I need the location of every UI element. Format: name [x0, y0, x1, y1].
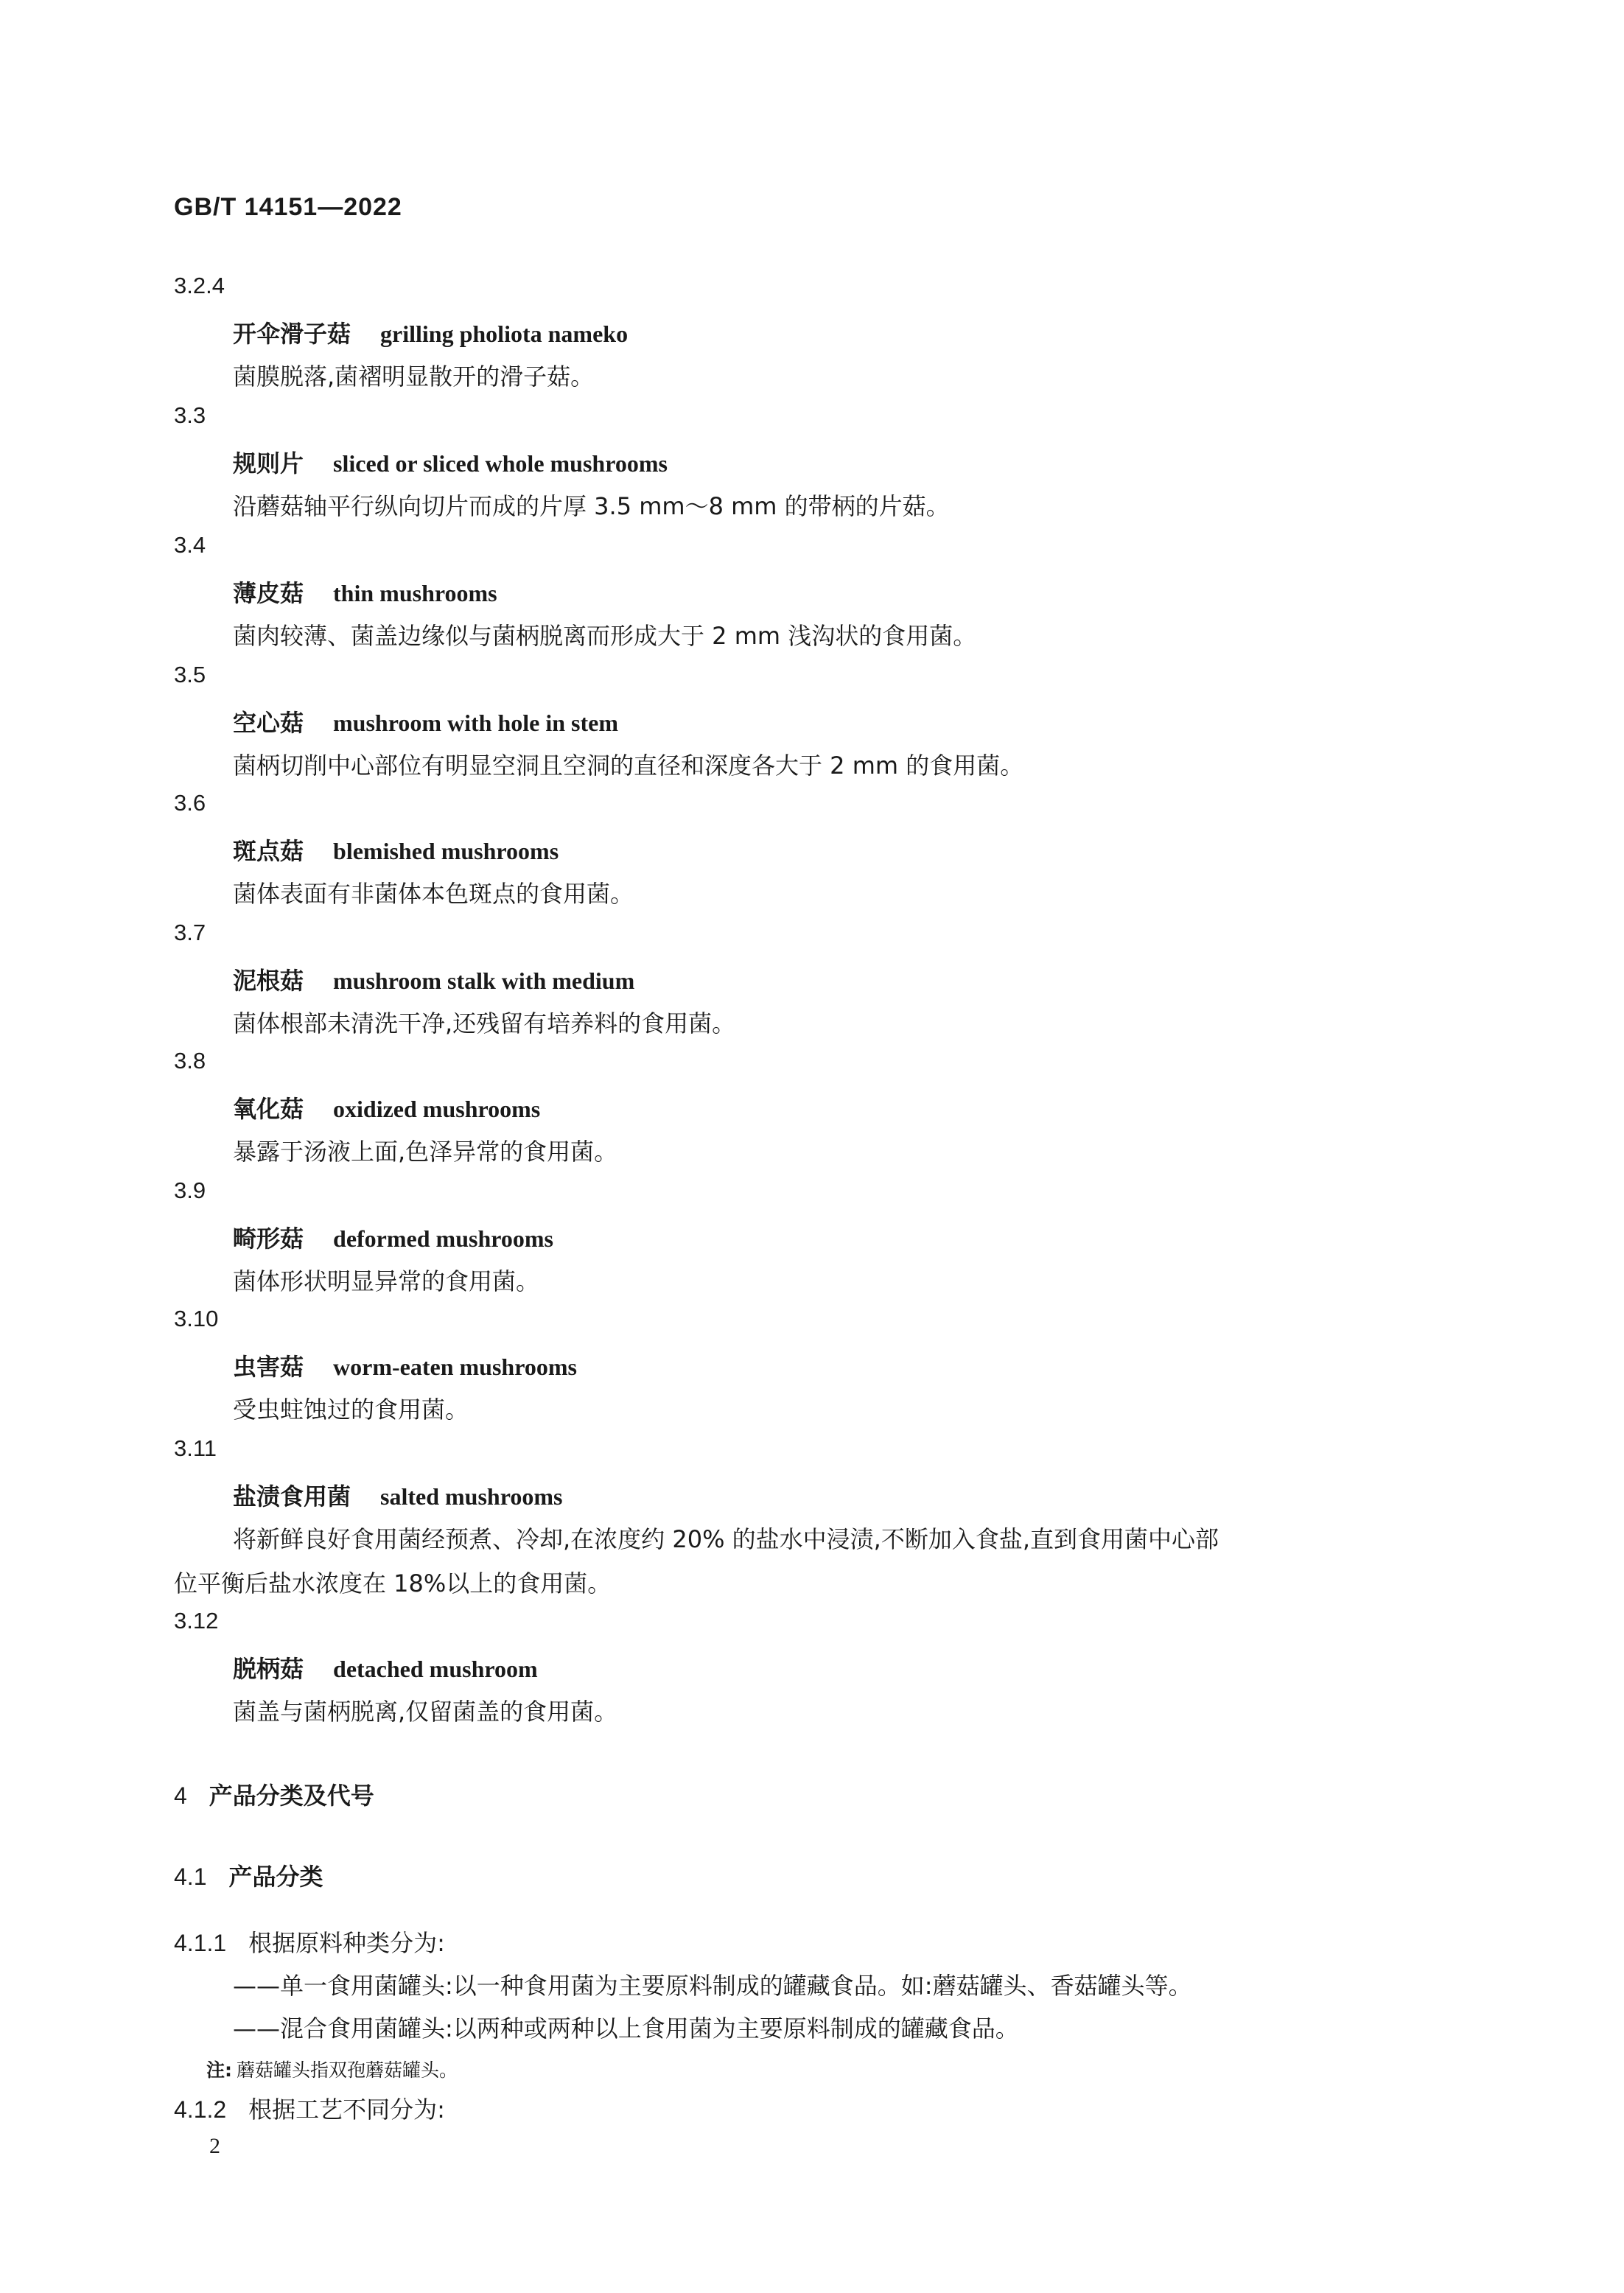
note: [206, 2056, 458, 2082]
term-number: 3.10: [174, 1306, 219, 1331]
term-title: [233, 962, 634, 996]
term-title: [233, 1220, 553, 1254]
term-title: [233, 445, 668, 479]
term-number: 3.4: [174, 532, 206, 558]
term-definition: 暴露于汤液上面,色泽异常的食用菌。: [233, 1138, 618, 1166]
term-definition: 菌盖与菌柄脱离,仅留菌盖的食用菌。: [233, 1698, 618, 1726]
term-title: [233, 1478, 562, 1512]
term-zh: 规则片: [233, 449, 304, 477]
term-number: 3.3: [174, 402, 206, 428]
term-number: 3.6: [174, 790, 206, 816]
term-zh: 薄皮菇: [233, 579, 304, 607]
clause-text: 根据工艺不同分为:: [248, 2096, 445, 2124]
term-title: [233, 704, 618, 738]
term-en: salted mushrooms: [380, 1483, 563, 1510]
term-definition: 菌膜脱落,菌褶明显散开的滑子菇。: [233, 363, 595, 391]
term-number: 3.8: [174, 1048, 206, 1074]
section-title: 产品分类及代号: [209, 1782, 374, 1810]
term-number: 3.9: [174, 1177, 206, 1203]
term-number: 3.11: [174, 1435, 217, 1461]
term-zh: 盐渍食用菌: [233, 1482, 351, 1510]
term-title: [233, 575, 497, 609]
term-definition: 菌柄切削中心部位有明显空洞且空洞的直径和深度各大于 2 mm 的食用菌。: [233, 752, 1024, 780]
term-title: [233, 1650, 538, 1684]
term-title: [233, 833, 559, 867]
section-heading: [174, 1777, 374, 1811]
term-title: [233, 1091, 540, 1124]
term-title: [233, 1348, 577, 1382]
term-definition: 菌肉较薄、菌盖边缘似与菌柄脱离而形成大于 2 mm 浅沟状的食用菌。: [233, 622, 977, 650]
subsection-title: 产品分类: [228, 1863, 323, 1891]
term-zh: 开伞滑子菇: [233, 320, 351, 348]
term-definition: 菌体形状明显异常的食用菌。: [233, 1267, 540, 1295]
term-en: thin mushrooms: [333, 580, 497, 606]
clause-number: 4.1.2: [174, 2096, 227, 2123]
page-number: 2: [209, 2134, 220, 2158]
list-item: ——单一食用菌罐头:以一种食用菌为主要原料制成的罐藏食品。如:蘑菇罐头、香菇罐头等。: [233, 1972, 1192, 2000]
term-zh: 脱柄菇: [233, 1655, 304, 1683]
term-number: 3.5: [174, 662, 206, 687]
term-definition: 菌体表面有非菌体本色斑点的食用菌。: [233, 880, 634, 908]
term-zh: 虫害菇: [233, 1353, 304, 1381]
note-label: 注:: [206, 2059, 232, 2081]
list-item: ——混合食用菌罐头:以两种或两种以上食用菌为主要原料制成的罐藏食品。: [233, 2014, 1019, 2042]
clause-4-1-1: [174, 1925, 445, 1958]
term-title: [233, 315, 628, 349]
term-definition: 将新鲜良好食用菌经预煮、冷却,在浓度约 20% 的盐水中浸渍,不断加入食盐,直到食用菌中心部: [233, 1525, 1219, 1553]
term-en: sliced or sliced whole mushrooms: [333, 450, 668, 477]
term-zh: 斑点菇: [233, 837, 304, 865]
term-zh: 畸形菇: [233, 1225, 304, 1253]
subsection-number: 4.1: [174, 1863, 207, 1890]
term-en: blemished mushrooms: [333, 838, 559, 864]
term-en: deformed mushrooms: [333, 1225, 553, 1252]
term-en: grilling pholiota nameko: [380, 321, 629, 347]
clause-number: 4.1.1: [174, 1930, 227, 1956]
term-en: oxidized mushrooms: [333, 1096, 541, 1122]
term-definition: 菌体根部未清洗干净,还残留有培养料的食用菌。: [233, 1009, 736, 1037]
term-number: 3.12: [174, 1608, 219, 1634]
term-number: 3.7: [174, 920, 206, 945]
clause-4-1-2: [174, 2091, 445, 2125]
term-zh: 氧化菇: [233, 1095, 304, 1123]
term-en: mushroom with hole in stem: [333, 710, 618, 736]
term-en: detached mushroom: [333, 1656, 538, 1682]
note-text: 蘑菇罐头指双孢蘑菇罐头。: [237, 2059, 458, 2081]
term-en: worm-eaten mushrooms: [333, 1354, 577, 1380]
term-zh: 空心菇: [233, 709, 304, 737]
term-zh: 泥根菇: [233, 967, 304, 995]
term-definition: 受虫蛀蚀过的食用菌。: [233, 1396, 469, 1424]
standard-code: GB/T 14151—2022: [174, 193, 402, 221]
term-en: mushroom stalk with medium: [333, 967, 635, 994]
term-number: 3.2.4: [174, 273, 225, 298]
section-number: 4: [174, 1782, 187, 1809]
subsection-heading: [174, 1858, 323, 1892]
term-definition-continued: 位平衡后盐水浓度在 18%以上的食用菌。: [174, 1569, 612, 1597]
term-definition: 沿蘑菇轴平行纵向切片而成的片厚 3.5 mm～8 mm 的带柄的片菇。: [233, 492, 950, 520]
clause-text: 根据原料种类分为:: [248, 1929, 445, 1957]
